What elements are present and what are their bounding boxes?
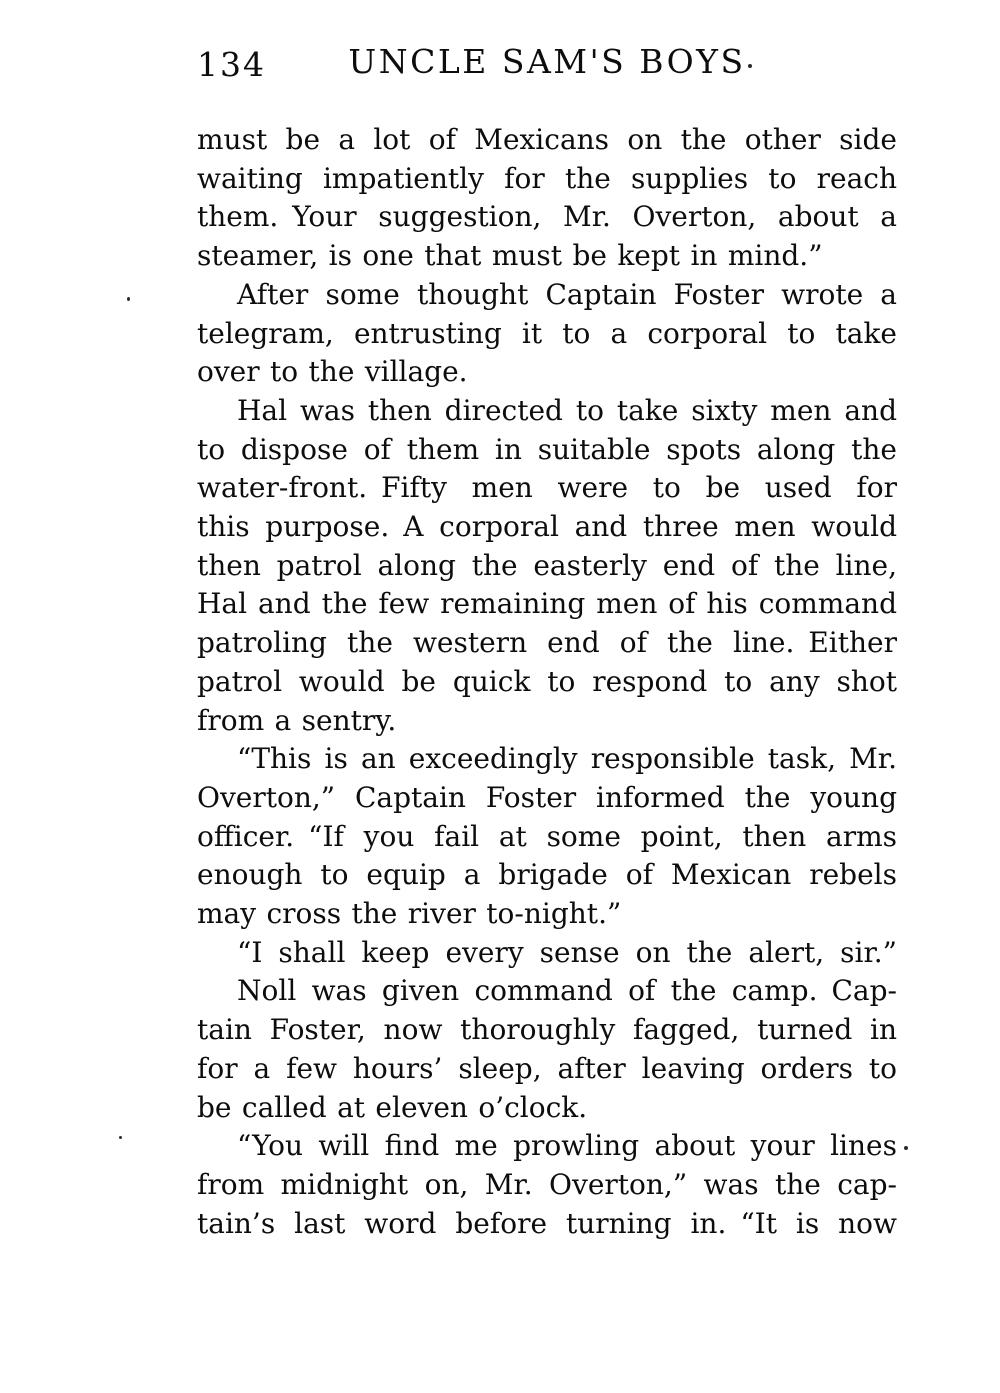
running-title: UNCLE SAM'S BOYS bbox=[348, 42, 746, 81]
paragraph bbox=[197, 276, 897, 392]
text-line: over to the village. bbox=[197, 355, 468, 389]
paragraph bbox=[197, 392, 897, 740]
paragraph bbox=[197, 934, 897, 973]
text-line: then patrol along the easterly end of the line, bbox=[197, 548, 897, 582]
text-line: Hal was then directed to take sixty men and bbox=[237, 393, 897, 427]
text-line: tain Foster, now thoroughly fagged, turned in bbox=[197, 1013, 897, 1047]
paragraph bbox=[197, 972, 897, 1127]
text-line: “This is an exceedingly responsible task, Mr. bbox=[237, 742, 897, 776]
ink-speck bbox=[748, 64, 752, 68]
text-line: enough to equip a brigade of Mexican rebels bbox=[197, 858, 897, 892]
text-line: “I shall keep every sense on the alert, sir.” bbox=[237, 935, 897, 969]
text-line: Hal and the few remaining men of his command bbox=[197, 587, 897, 621]
text-line: them. Your suggestion, Mr. Overton, about a bbox=[197, 200, 897, 234]
text-line: Noll was given command of the camp. Cap- bbox=[237, 974, 897, 1008]
text-line: “You will find me prowling about your lines bbox=[237, 1129, 897, 1163]
text-line: After some thought Captain Foster wrote a bbox=[237, 277, 897, 311]
ink-speck bbox=[904, 1146, 908, 1150]
text-line: patroling the western end of the line. Either bbox=[197, 626, 897, 660]
text-line: this purpose. A corporal and three men would bbox=[197, 510, 897, 544]
paragraph bbox=[197, 1127, 897, 1243]
page-body bbox=[197, 121, 897, 1243]
text-line: must be a lot of Mexicans on the other side bbox=[197, 123, 897, 156]
text-line: patrol would be quick to respond to any shot bbox=[197, 664, 897, 698]
text-line: from a sentry. bbox=[197, 703, 397, 737]
text-line: be called at eleven o’clock. bbox=[197, 1090, 588, 1124]
text-line: tain’s last word before turning in. “It is now bbox=[197, 1206, 897, 1240]
text-line: steamer, is one that must be kept in mind.” bbox=[197, 239, 823, 273]
text-line: waiting impatiently for the supplies to reach bbox=[197, 161, 897, 195]
ink-speck bbox=[127, 297, 130, 301]
text-line: officer. “If you fail at some point, then arms bbox=[197, 819, 897, 853]
paragraph bbox=[197, 740, 897, 934]
page-header bbox=[197, 42, 897, 82]
text-line: from midnight on, Mr. Overton,” was the cap- bbox=[197, 1167, 897, 1201]
text-line: may cross the river to-night.” bbox=[197, 897, 622, 931]
text-line: for a few hours’ sleep, after leaving orders to bbox=[197, 1051, 897, 1085]
ink-speck bbox=[119, 1136, 122, 1139]
page-number: 134 bbox=[197, 45, 266, 84]
text-line: telegram, entrusting it to a corporal to take bbox=[197, 316, 897, 350]
text-line: Overton,” Captain Foster informed the young bbox=[197, 780, 897, 814]
paragraph bbox=[197, 121, 897, 276]
text-line: water-front. Fifty men were to be used for bbox=[197, 471, 897, 505]
text-line: to dispose of them in suitable spots along the bbox=[197, 432, 897, 466]
